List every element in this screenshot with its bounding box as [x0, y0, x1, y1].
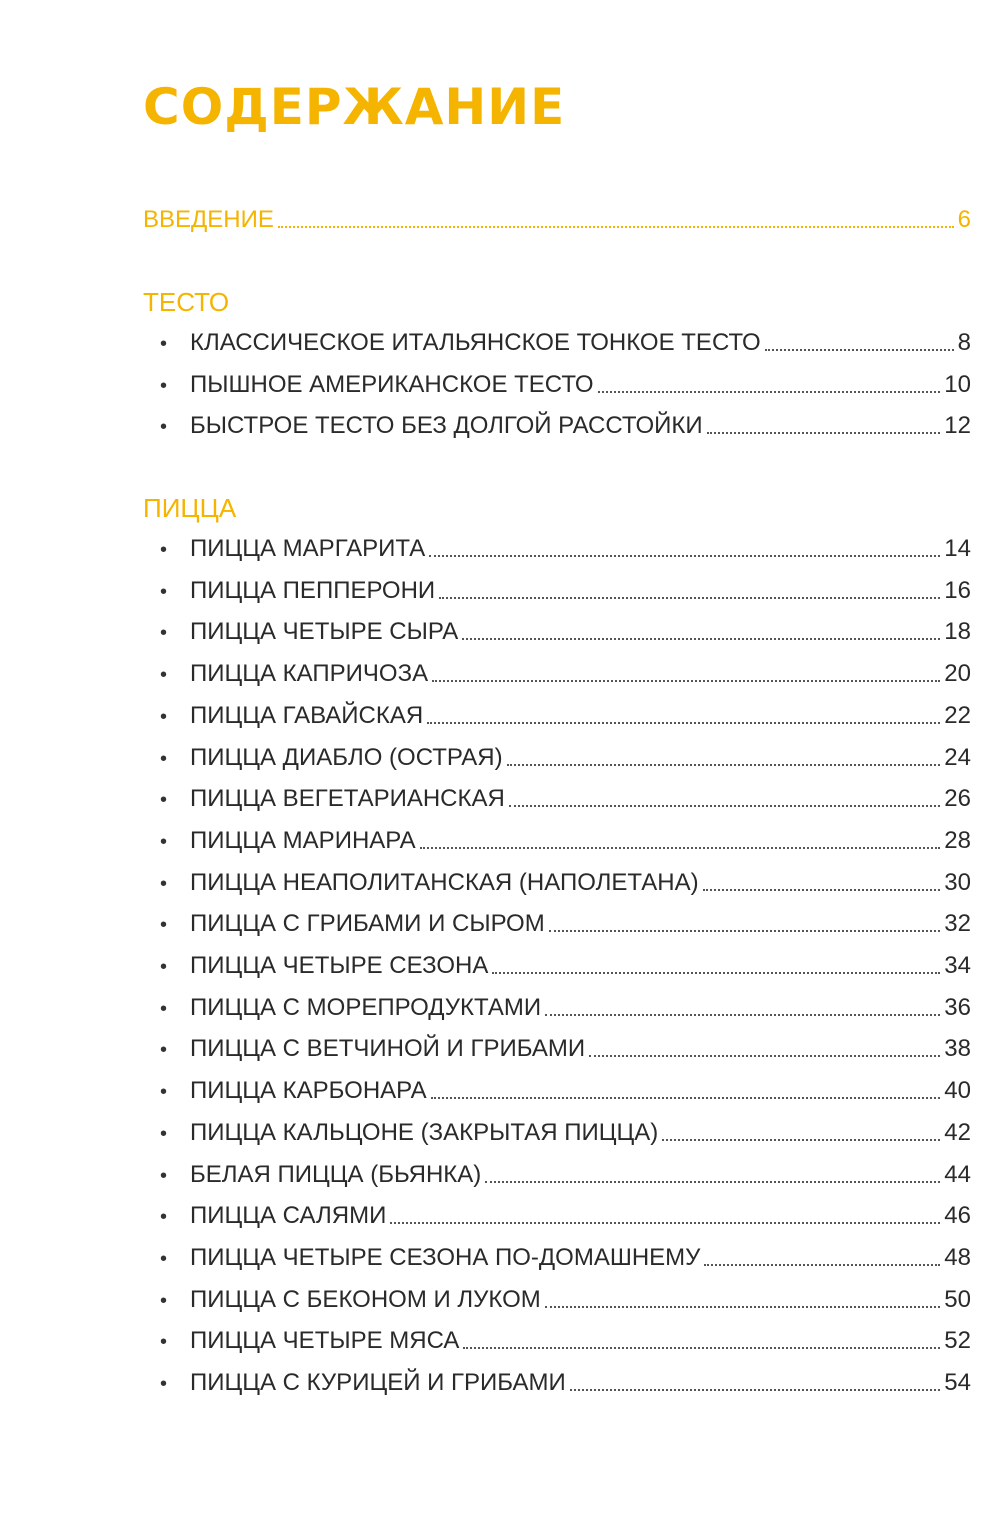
toc-entry-label: ВВЕДЕНИЕ [143, 206, 274, 233]
toc-entry-label: БЕЛАЯ ПИЦЦА (БЬЯНКА) [190, 1160, 482, 1188]
toc-entry[interactable] [160, 907, 971, 941]
toc-entry-label: ПИЦЦА ВЕГЕТАРИАНСКАЯ [190, 785, 505, 813]
dot-leader [462, 637, 940, 640]
toc-entry-page: 6 [957, 206, 971, 233]
toc-entry-label: ПИЦЦА МАРИНАРА [190, 826, 416, 854]
toc-entry-page: 50 [944, 1285, 971, 1313]
bullet-icon: • [160, 747, 168, 770]
toc-entry-page: 8 [957, 329, 971, 356]
toc-entry-page: 28 [944, 826, 971, 854]
dot-leader [390, 1221, 940, 1224]
bullet-icon: • [160, 872, 168, 895]
toc-entry[interactable] [160, 1199, 971, 1233]
dot-leader [570, 1388, 941, 1391]
toc-entry-label: ПИЦЦА С ГРИБАМИ И СЫРОМ [190, 910, 545, 938]
toc-entry[interactable] [160, 1116, 971, 1150]
toc-entry[interactable] [160, 699, 971, 733]
toc-entry-page: 14 [944, 535, 971, 562]
dot-leader [598, 390, 941, 393]
toc-entry-label: ПИЦЦА НЕАПОЛИТАНСКАЯ (НАПОЛЕТАНА) [190, 868, 699, 896]
toc-entry-page: 54 [944, 1369, 971, 1396]
bullet-icon: • [160, 1373, 168, 1395]
toc-entry[interactable] [160, 1074, 971, 1108]
dot-leader [278, 225, 954, 228]
dot-leader [439, 596, 940, 599]
dot-leader [589, 1054, 940, 1057]
dot-leader [485, 1180, 940, 1183]
toc-entry[interactable] [160, 1283, 971, 1317]
toc-entry[interactable] [160, 824, 971, 858]
toc-entry-page: 18 [944, 618, 971, 646]
toc-entry-page: 34 [944, 952, 971, 979]
toc-entry-label: ПИЦЦА САЛЯМИ [190, 1202, 387, 1230]
toc-entry-label: ПИЦЦА КАПРИЧОЗА [190, 660, 429, 688]
toc-entry[interactable] [160, 1366, 971, 1400]
bullet-icon: • [160, 789, 168, 812]
toc-entry-label: ПИЦЦА ПЕППЕРОНИ [190, 576, 436, 604]
toc-entry[interactable] [160, 368, 971, 402]
toc-entry[interactable] [160, 1158, 971, 1192]
toc-entry-label: ПИЦЦА ГАВАЙСКАЯ [190, 701, 424, 729]
dot-leader [429, 554, 940, 557]
toc-entry-label: ПИЦЦА С БЕКОНОМ И ЛУКОМ [190, 1285, 541, 1313]
toc-entry-label: ПИЦЦА С ВЕТЧИНОЙ И ГРИБАМИ [190, 1035, 586, 1063]
bullet-icon: • [160, 1206, 168, 1229]
toc-entry-page: 44 [944, 1160, 971, 1188]
bullet-icon: • [160, 1247, 168, 1270]
dot-leader [704, 1263, 940, 1266]
toc-entry-label: ПИЦЦА ЧЕТЫРЕ СЕЗОНА [190, 952, 489, 979]
bullet-icon: • [160, 705, 168, 728]
toc-entry-label: ПИЦЦА ЧЕТЫРЕ МЯСА [190, 1327, 460, 1355]
toc-entry-page: 48 [944, 1243, 971, 1271]
toc-entry[interactable] [160, 949, 971, 983]
toc-entry-page: 12 [944, 412, 971, 440]
dot-leader [507, 763, 941, 766]
bullet-icon: • [160, 539, 168, 561]
bullet-icon: • [160, 1331, 168, 1354]
bullet-icon: • [160, 956, 168, 978]
toc-entry[interactable] [160, 574, 971, 608]
dot-leader [431, 1096, 941, 1099]
dot-leader [509, 804, 940, 807]
toc-intro-entry[interactable] [143, 203, 971, 237]
toc-entry-label: ПИЦЦА С МОРЕПРОДУКТАМИ [190, 993, 542, 1021]
toc-entry[interactable] [160, 657, 971, 691]
toc-entry[interactable] [160, 991, 971, 1025]
toc-entry-page: 38 [944, 1035, 971, 1063]
dot-leader [662, 1138, 940, 1141]
page-title: СОДЕРЖАНИЕ [143, 78, 566, 136]
bullet-icon: • [160, 1289, 168, 1312]
bullet-icon: • [160, 580, 168, 603]
toc-entry[interactable] [160, 532, 971, 566]
bullet-icon: • [160, 830, 168, 853]
toc-entry-page: 36 [944, 993, 971, 1021]
dot-leader [545, 1013, 940, 1016]
toc-entry-label: ПИЦЦА КАЛЬЦОНЕ (ЗАКРЫТАЯ ПИЦЦА) [190, 1118, 659, 1146]
toc-entry-label: ПИЦЦА ДИАБЛО (ОСТРАЯ) [190, 743, 503, 771]
toc-entry[interactable] [160, 1032, 971, 1066]
toc-entry-label: ПИЦЦА КАРБОНАРА [190, 1077, 427, 1105]
bullet-icon: • [160, 1122, 168, 1145]
section-heading-pizza: ПИЦЦА [143, 493, 237, 523]
toc-entry[interactable] [160, 866, 971, 900]
dot-leader [549, 929, 941, 932]
dot-leader [420, 846, 941, 849]
toc-entry[interactable] [160, 1324, 971, 1358]
toc-entry-page: 40 [944, 1077, 971, 1105]
dot-leader [765, 348, 954, 351]
toc-entry[interactable] [160, 1241, 971, 1275]
toc-entry-page: 30 [944, 868, 971, 896]
toc-entry-label: БЫСТРОЕ ТЕСТО БЕЗ ДОЛГОЙ РАССТОЙКИ [190, 412, 703, 440]
dot-leader [432, 679, 940, 682]
bullet-icon: • [160, 1081, 168, 1104]
toc-entry-label: ПИЦЦА ЧЕТЫРЕ СЫРА [190, 618, 459, 646]
toc-entry[interactable] [160, 741, 971, 775]
bullet-icon: • [160, 1164, 168, 1187]
toc-entry[interactable] [160, 326, 971, 360]
toc-entry-page: 10 [944, 370, 971, 398]
toc-entry-label: ПИЦЦА МАРГАРИТА [190, 535, 426, 562]
toc-entry-page: 22 [944, 701, 971, 729]
toc-entry-label: ПИЦЦА С КУРИЦЕЙ И ГРИБАМИ [190, 1369, 566, 1396]
bullet-icon: • [160, 416, 168, 439]
toc-entry-page: 20 [944, 660, 971, 688]
toc-entry-page: 32 [944, 910, 971, 938]
toc-entry-page: 16 [944, 576, 971, 604]
dot-leader [703, 888, 941, 891]
toc-entry-page: 26 [944, 785, 971, 813]
bullet-icon: • [160, 664, 168, 687]
dot-leader [463, 1346, 940, 1349]
toc-entry-page: 52 [944, 1327, 971, 1355]
toc-entry-label: ПИЦЦА ЧЕТЫРЕ СЕЗОНА ПО-ДОМАШНЕМУ [190, 1243, 701, 1271]
toc-entry-page: 46 [944, 1202, 971, 1230]
toc-entry-label: ПЫШНОЕ АМЕРИКАНСКОЕ ТЕСТО [190, 370, 594, 398]
toc-entry[interactable] [160, 409, 971, 443]
bullet-icon: • [160, 374, 168, 397]
dot-leader [545, 1305, 941, 1308]
bullet-icon: • [160, 333, 168, 355]
dot-leader [427, 721, 940, 724]
bullet-icon: • [160, 914, 168, 937]
toc-entry-page: 24 [944, 743, 971, 771]
bullet-icon: • [160, 997, 168, 1020]
dot-leader [492, 971, 940, 974]
dot-leader [707, 431, 941, 434]
toc-entry[interactable] [160, 782, 971, 816]
toc-entry-page: 42 [944, 1118, 971, 1146]
toc-entry-label: КЛАССИЧЕСКОЕ ИТАЛЬЯНСКОЕ ТОНКОЕ ТЕСТО [190, 329, 761, 356]
bullet-icon: • [160, 622, 168, 645]
section-heading-dough: ТЕСТО [143, 287, 230, 317]
toc-entry[interactable] [160, 615, 971, 649]
bullet-icon: • [160, 1039, 168, 1062]
